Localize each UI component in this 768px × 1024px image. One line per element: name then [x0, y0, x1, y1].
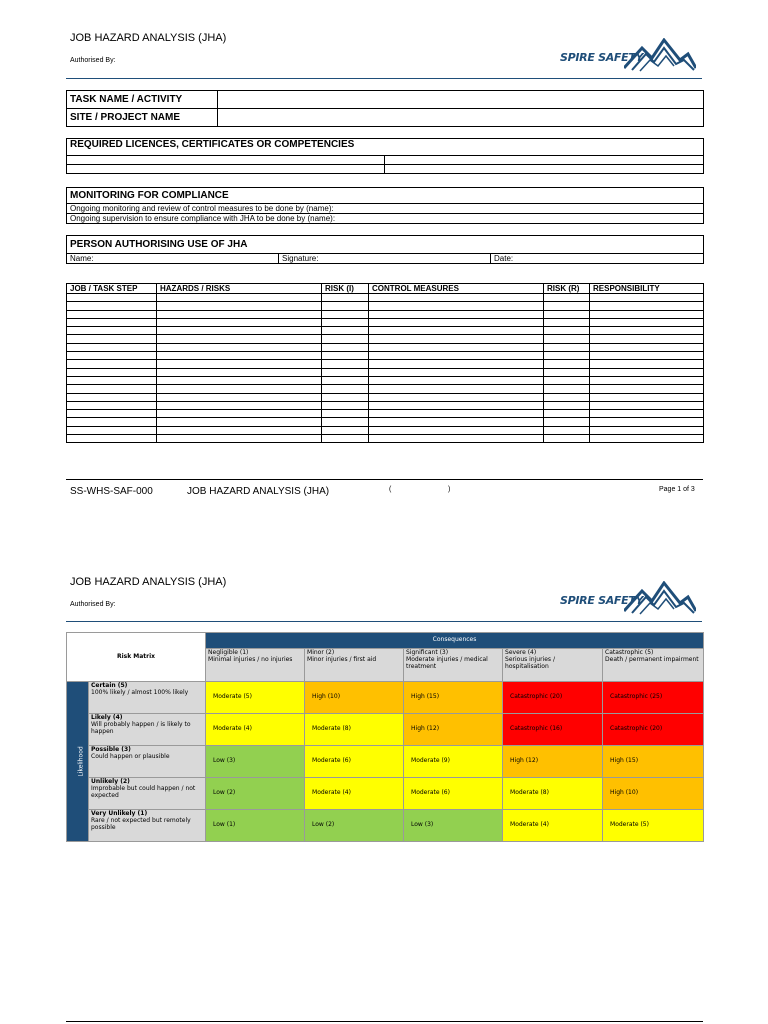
responsibility-cell[interactable] [590, 318, 704, 326]
risk-cell: Catastrophic (16) [503, 714, 603, 746]
page-number: Page 1 of 3 [659, 486, 695, 493]
page-title: JOB HAZARD ANALYSIS (JHA) [70, 32, 227, 44]
risk-initial-cell[interactable] [322, 426, 369, 434]
hazards-cell[interactable] [157, 302, 322, 310]
risk-initial-cell[interactable] [322, 335, 369, 343]
table-row [67, 302, 704, 310]
risk-residual-cell[interactable] [544, 426, 590, 434]
risk-residual-cell[interactable] [544, 302, 590, 310]
licence-field[interactable] [67, 165, 385, 174]
task-step-cell[interactable] [67, 327, 157, 335]
risk-cell: High (15) [603, 746, 704, 778]
risk-initial-cell[interactable] [322, 352, 369, 360]
table-row [67, 360, 704, 368]
mountain-icon [624, 38, 696, 72]
monitoring-table [66, 187, 704, 224]
control-measures-cell[interactable] [369, 335, 544, 343]
responsibility-cell[interactable] [590, 410, 704, 418]
document-code: SS-WHS-SAF-000 [70, 486, 153, 497]
control-measures-cell[interactable] [369, 410, 544, 418]
risk-initial-cell[interactable] [322, 360, 369, 368]
likelihood-header [89, 810, 206, 842]
risk-initial-cell[interactable] [322, 318, 369, 326]
likelihood-header [89, 778, 206, 810]
control-measures-cell[interactable] [369, 376, 544, 384]
task-table [66, 90, 704, 127]
hazards-cell[interactable] [157, 376, 322, 384]
control-measures-cell[interactable] [369, 385, 544, 393]
likelihood-row [67, 682, 704, 714]
consequence-desc: Minimal injuries / no injuries [208, 655, 293, 663]
risk-residual-cell[interactable] [544, 360, 590, 368]
likelihood-label: Likelihood [77, 746, 85, 777]
site-project-label: SITE / PROJECT NAME [67, 109, 218, 127]
column-header-responsibility: RESPONSIBILITY [590, 284, 704, 294]
authoriser-signature-field[interactable]: Signature: [279, 254, 491, 264]
hazards-cell[interactable] [157, 310, 322, 318]
task-step-cell[interactable] [67, 410, 157, 418]
table-row [67, 318, 704, 326]
control-measures-cell[interactable] [369, 426, 544, 434]
task-step-cell[interactable] [67, 426, 157, 434]
column-header-risk-residual: RISK (R) [544, 284, 590, 294]
header-rule [66, 78, 702, 79]
footer-title: JOB HAZARD ANALYSIS (JHA) [187, 486, 330, 497]
risk-residual-cell[interactable] [544, 435, 590, 443]
risk-initial-cell[interactable] [322, 310, 369, 318]
logo-text: SPIRE SAFETY [560, 51, 644, 64]
risk-residual-cell[interactable] [544, 352, 590, 360]
responsibility-cell[interactable] [590, 360, 704, 368]
likelihood-header [89, 746, 206, 778]
task-name-field[interactable] [218, 91, 704, 109]
hazards-cell[interactable] [157, 418, 322, 426]
risk-initial-cell[interactable] [322, 376, 369, 384]
task-step-cell[interactable] [67, 310, 157, 318]
risk-residual-cell[interactable] [544, 376, 590, 384]
risk-residual-cell[interactable] [544, 310, 590, 318]
control-measures-cell[interactable] [369, 368, 544, 376]
responsibility-cell[interactable] [590, 393, 704, 401]
hazards-cell[interactable] [157, 360, 322, 368]
responsibility-cell[interactable] [590, 401, 704, 409]
responsibility-cell[interactable] [590, 335, 704, 343]
risk-cell: High (10) [305, 682, 404, 714]
hazards-cell[interactable] [157, 343, 322, 351]
likelihood-name: Unlikely (2) [91, 778, 130, 785]
column-header-hazards: HAZARDS / RISKS [157, 284, 322, 294]
risk-initial-cell[interactable] [322, 385, 369, 393]
hazards-cell[interactable] [157, 410, 322, 418]
risk-cell: Low (2) [206, 778, 305, 810]
hazards-cell[interactable] [157, 385, 322, 393]
responsibility-cell[interactable] [590, 327, 704, 335]
likelihood-row [67, 778, 704, 810]
hazards-cell[interactable] [157, 327, 322, 335]
hazards-cell[interactable] [157, 401, 322, 409]
risk-cell: Moderate (8) [503, 778, 603, 810]
task-step-cell[interactable] [67, 294, 157, 302]
table-row [67, 343, 704, 351]
risk-cell: High (12) [503, 746, 603, 778]
header-rule [66, 621, 702, 622]
control-measures-cell[interactable] [369, 352, 544, 360]
risk-matrix [66, 632, 704, 842]
table-row [67, 335, 704, 343]
risk-cell: Catastrophic (25) [603, 682, 704, 714]
task-step-cell[interactable] [67, 302, 157, 310]
control-measures-cell[interactable] [369, 310, 544, 318]
risk-cell: Low (3) [404, 810, 503, 842]
risk-initial-cell[interactable] [322, 435, 369, 443]
hazards-cell[interactable] [157, 368, 322, 376]
licence-field[interactable] [67, 156, 385, 165]
risk-cell: Moderate (9) [404, 746, 503, 778]
risk-cell: Moderate (6) [305, 746, 404, 778]
likelihood-desc: Rare / not expected but remotely possible [91, 816, 191, 831]
monitoring-review-field[interactable]: Ongoing monitoring and review of control measures to be done by (name): [67, 204, 704, 214]
risk-residual-cell[interactable] [544, 418, 590, 426]
licence-field[interactable] [385, 165, 704, 174]
risk-cell: Catastrophic (20) [503, 682, 603, 714]
task-step-cell[interactable] [67, 360, 157, 368]
authorised-by-label: Authorised By: [70, 57, 116, 64]
table-row [67, 294, 704, 302]
risk-residual-cell[interactable] [544, 335, 590, 343]
responsibility-cell[interactable] [590, 426, 704, 434]
likelihood-desc: Will probably happen / is likely to happen [91, 720, 191, 735]
consequence-name: Minor (2) [307, 649, 335, 656]
control-measures-cell[interactable] [369, 294, 544, 302]
table-row [67, 435, 704, 443]
risk-initial-cell[interactable] [322, 343, 369, 351]
table-row [67, 418, 704, 426]
task-step-cell[interactable] [67, 435, 157, 443]
authorised-by-label: Authorised By: [70, 601, 116, 608]
consequence-name: Significant (3) [406, 649, 449, 656]
risk-residual-cell[interactable] [544, 368, 590, 376]
control-measures-cell[interactable] [369, 360, 544, 368]
mountain-icon [624, 581, 696, 615]
likelihood-name: Certain (5) [91, 682, 128, 689]
licences-table [66, 138, 704, 174]
risk-initial-cell[interactable] [322, 368, 369, 376]
consequence-header [603, 649, 704, 682]
task-step-cell[interactable] [67, 385, 157, 393]
risk-residual-cell[interactable] [544, 294, 590, 302]
risk-initial-cell[interactable] [322, 418, 369, 426]
responsibility-cell[interactable] [590, 310, 704, 318]
risk-initial-cell[interactable] [322, 401, 369, 409]
consequence-desc: Minor injuries / first aid [307, 655, 377, 663]
task-step-cell[interactable] [67, 318, 157, 326]
authorising-table [66, 235, 704, 264]
hazards-cell[interactable] [157, 393, 322, 401]
responsibility-cell[interactable] [590, 294, 704, 302]
risk-cell: High (12) [404, 714, 503, 746]
risk-initial-cell[interactable] [322, 302, 369, 310]
footer-rule [66, 479, 703, 480]
column-header-task-step: JOB / TASK STEP [67, 284, 157, 294]
risk-cell: Moderate (5) [603, 810, 704, 842]
company-logo [560, 38, 696, 74]
risk-residual-cell[interactable] [544, 327, 590, 335]
risk-cell: Moderate (6) [404, 778, 503, 810]
task-step-cell[interactable] [67, 343, 157, 351]
table-row [67, 401, 704, 409]
likelihood-desc: 100% likely / almost 100% likely [91, 688, 189, 696]
table-row [67, 376, 704, 384]
risk-cell: Low (2) [305, 810, 404, 842]
control-measures-cell[interactable] [369, 343, 544, 351]
consequence-header [503, 649, 603, 682]
risk-residual-cell[interactable] [544, 385, 590, 393]
risk-cell: Moderate (5) [206, 682, 305, 714]
table-row [67, 327, 704, 335]
likelihood-row [67, 746, 704, 778]
jha-table [66, 283, 704, 443]
column-header-control-measures: CONTROL MEASURES [369, 284, 544, 294]
licence-field[interactable] [385, 156, 704, 165]
likelihood-header [89, 714, 206, 746]
table-row [67, 393, 704, 401]
task-name-label: TASK NAME / ACTIVITY [67, 91, 218, 109]
responsibility-cell[interactable] [590, 343, 704, 351]
footer-paren-open: ( [389, 486, 392, 493]
risk-matrix-title: Risk Matrix [67, 633, 206, 682]
likelihood-axis [67, 682, 89, 842]
authorising-heading: PERSON AUTHORISING USE OF JHA [67, 236, 704, 254]
authoriser-name-field[interactable]: Name: [67, 254, 279, 264]
risk-cell: Moderate (8) [305, 714, 404, 746]
risk-cell: Catastrophic (20) [603, 714, 704, 746]
hazards-cell[interactable] [157, 426, 322, 434]
consequence-header [206, 649, 305, 682]
risk-cell: Moderate (4) [206, 714, 305, 746]
control-measures-cell[interactable] [369, 327, 544, 335]
risk-initial-cell[interactable] [322, 327, 369, 335]
control-measures-cell[interactable] [369, 318, 544, 326]
task-step-cell[interactable] [67, 376, 157, 384]
logo-text: SPIRE SAFETY [560, 594, 644, 607]
consequence-desc: Serious injuries / hospitalisation [505, 655, 555, 670]
responsibility-cell[interactable] [590, 352, 704, 360]
monitoring-heading: MONITORING FOR COMPLIANCE [67, 188, 704, 204]
control-measures-cell[interactable] [369, 302, 544, 310]
task-step-cell[interactable] [67, 368, 157, 376]
consequence-name: Severe (4) [505, 649, 537, 656]
control-measures-cell[interactable] [369, 435, 544, 443]
footer-paren-close: ) [448, 486, 451, 493]
table-row [67, 385, 704, 393]
responsibility-cell[interactable] [590, 368, 704, 376]
hazards-cell[interactable] [157, 435, 322, 443]
risk-cell: Moderate (4) [305, 778, 404, 810]
risk-residual-cell[interactable] [544, 318, 590, 326]
risk-cell: Low (1) [206, 810, 305, 842]
risk-residual-cell[interactable] [544, 393, 590, 401]
likelihood-desc: Improbable but could happen / not expected [91, 784, 196, 799]
hazards-cell[interactable] [157, 294, 322, 302]
task-step-cell[interactable] [67, 335, 157, 343]
task-step-cell[interactable] [67, 418, 157, 426]
consequence-desc: Death / permanent impairment [605, 655, 699, 663]
responsibility-cell[interactable] [590, 376, 704, 384]
likelihood-row [67, 810, 704, 842]
risk-cell: Low (3) [206, 746, 305, 778]
table-row [67, 426, 704, 434]
responsibility-cell[interactable] [590, 302, 704, 310]
risk-cell: High (15) [404, 682, 503, 714]
table-row [67, 310, 704, 318]
control-measures-cell[interactable] [369, 393, 544, 401]
likelihood-desc: Could happen or plausible [91, 752, 170, 760]
site-project-field[interactable] [218, 109, 704, 127]
consequence-name: Catastrophic (5) [605, 649, 654, 656]
risk-cell: High (10) [603, 778, 704, 810]
consequence-header [305, 649, 404, 682]
likelihood-row [67, 714, 704, 746]
supervision-field[interactable]: Ongoing supervision to ensure compliance with JHA to be done by (name): [67, 214, 704, 224]
consequence-header [404, 649, 503, 682]
risk-residual-cell[interactable] [544, 410, 590, 418]
responsibility-cell[interactable] [590, 435, 704, 443]
company-logo [560, 581, 696, 617]
risk-initial-cell[interactable] [322, 294, 369, 302]
licences-heading: REQUIRED LICENCES, CERTIFICATES OR COMPETENCIES [67, 139, 704, 156]
risk-residual-cell[interactable] [544, 343, 590, 351]
table-row [67, 352, 704, 360]
footer-rule [66, 1021, 703, 1022]
hazards-cell[interactable] [157, 352, 322, 360]
responsibility-cell[interactable] [590, 418, 704, 426]
risk-residual-cell[interactable] [544, 401, 590, 409]
task-step-cell[interactable] [67, 393, 157, 401]
page-title: JOB HAZARD ANALYSIS (JHA) [70, 576, 227, 588]
likelihood-name: Likely (4) [91, 714, 123, 721]
consequence-desc: Moderate injuries / medical treatment [406, 655, 488, 670]
table-row [67, 368, 704, 376]
authoriser-date-field[interactable]: Date: [491, 254, 704, 264]
control-measures-cell[interactable] [369, 401, 544, 409]
column-header-risk-initial: RISK (I) [322, 284, 369, 294]
likelihood-name: Very Unlikely (1) [91, 810, 148, 817]
task-step-cell[interactable] [67, 401, 157, 409]
task-step-cell[interactable] [67, 352, 157, 360]
likelihood-name: Possible (3) [91, 746, 131, 753]
control-measures-cell[interactable] [369, 418, 544, 426]
risk-cell: Moderate (4) [503, 810, 603, 842]
hazards-cell[interactable] [157, 318, 322, 326]
likelihood-header [89, 682, 206, 714]
table-row [67, 410, 704, 418]
risk-initial-cell[interactable] [322, 410, 369, 418]
consequences-header: Consequences [206, 633, 704, 649]
responsibility-cell[interactable] [590, 385, 704, 393]
hazards-cell[interactable] [157, 335, 322, 343]
consequence-name: Negligible (1) [208, 649, 249, 656]
risk-initial-cell[interactable] [322, 393, 369, 401]
